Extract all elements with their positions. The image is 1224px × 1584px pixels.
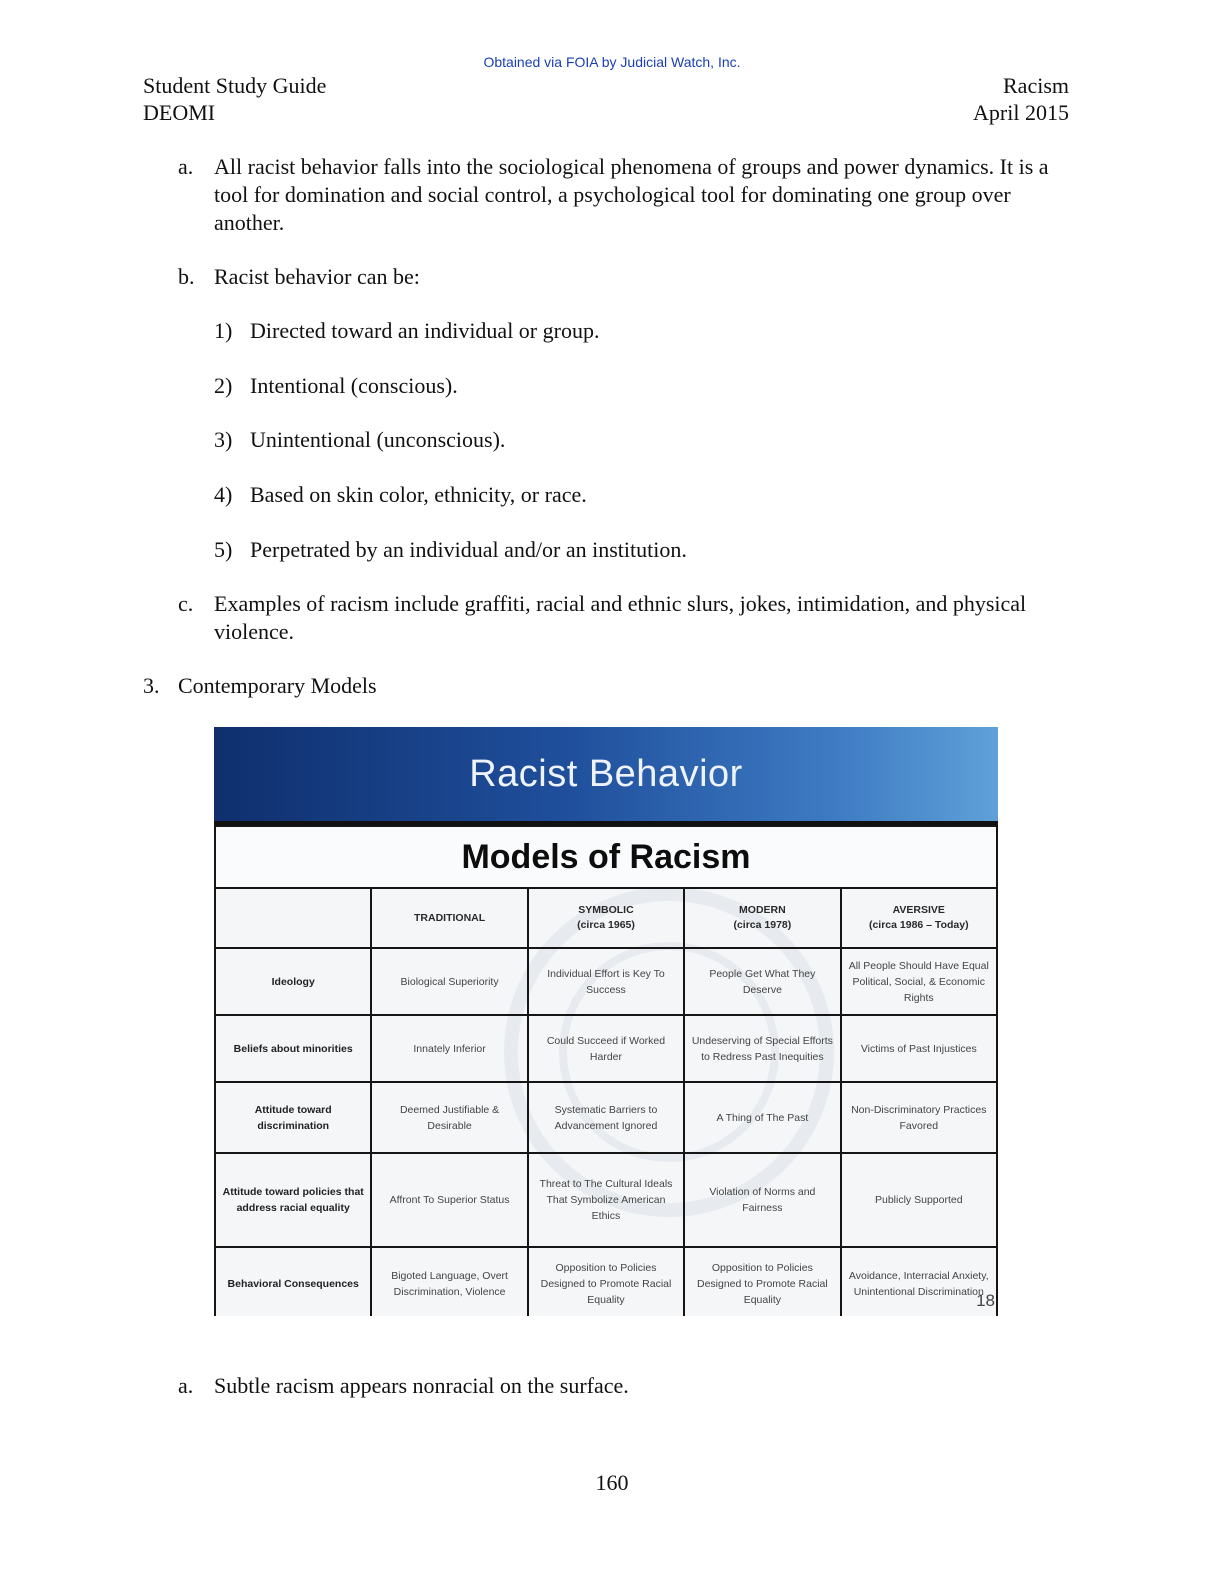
table-row [215,1247,997,1316]
header-topic: Racism [1003,73,1069,98]
table-cell: A Thing of The Past [684,1082,840,1153]
column-header [841,888,997,948]
list-item-text: Perpetrated by an individual and/or an institution. [250,537,687,562]
table-cell: Deemed Justifiable & Desirable [371,1082,527,1153]
list-marker: c. [178,591,194,616]
table-cell: Bigoted Language, Overt Discrimination, Violence [371,1247,527,1316]
slide-number: 18 [976,1291,995,1310]
column-name: SYMBOLIC [578,904,634,916]
table-cell: Opposition to Policies Designed to Promote Racial Equality [528,1247,684,1316]
row-header: Attitude toward discrimination [215,1082,371,1153]
column-date: (circa 1965) [577,919,635,931]
table-cell: Affront To Superior Status [371,1153,527,1247]
table-cell: Opposition to Policies Designed to Promote Racial Equality [684,1247,840,1316]
list-marker: b. [178,264,195,289]
list-marker: a. [178,1373,194,1398]
header-left [143,72,326,126]
table-cell: Systematic Barriers to Advancement Ignored [528,1082,684,1153]
table-cell: Individual Effort is Key To Success [528,948,684,1015]
list-item-text: Unintentional (unconscious). [250,427,506,452]
header-date: April 2015 [973,100,1069,125]
table-row [215,948,997,1015]
list-item-text: Racist behavior can be: [214,264,420,289]
list-marker: a. [178,154,194,179]
list-item-text: Examples of racism include graffiti, racial and ethnic slurs, jokes, intimidation, and physical violence. [214,591,1027,644]
header-right [973,72,1069,126]
row-header: Attitude toward policies that address racial equality [215,1153,371,1247]
table-row [215,1153,997,1247]
row-header: Behavioral Consequences [215,1247,371,1316]
section-marker: 3. [143,673,160,698]
column-date: (circa 1978) [733,919,792,931]
row-header: Ideology [215,948,371,1015]
header-guide-title: Student Study Guide [143,73,327,98]
table-row [215,1015,997,1082]
table-title-row [215,826,997,888]
column-name: MODERN [739,904,786,916]
table-cell: All People Should Have Equal Political, Social, & Economic Rights [841,948,997,1015]
header-organization: DEOMI [143,100,216,125]
table-cell: Undeserving of Special Efforts to Redress Past Inequities [684,1015,840,1082]
list-item-text: Intentional (conscious). [250,373,458,398]
column-name: TRADITIONAL [414,911,486,924]
list-marker: 2) [214,373,233,398]
list-item-text: Directed toward an individual or group. [250,318,600,343]
slide-title: Racist Behavior [469,753,743,795]
column-header [528,888,684,948]
slide-banner [214,727,998,821]
list-item-text: Based on skin color, ethnicity, or race. [250,482,587,507]
page-number: 160 [595,1470,629,1495]
foia-stamp: Obtained via FOIA by Judicial Watch, Inc. [483,54,741,70]
table-cell: Innately Inferior [371,1015,527,1082]
table-cell: Non-Discriminatory Practices Favored [841,1082,997,1153]
models-table [214,825,998,1316]
table-cell: Could Succeed if Worked Harder [528,1015,684,1082]
table-cell: Violation of Norms and Fairness [684,1153,840,1247]
list-item-text: Subtle racism appears nonracial on the surface. [214,1373,629,1398]
column-header [371,888,527,948]
list-marker: 4) [214,482,233,507]
row-header: Beliefs about minorities [215,1015,371,1082]
table-cell: Threat to The Cultural Ideals That Symbolize American Ethics [528,1153,684,1247]
table-cell: People Get What They Deserve [684,948,840,1015]
column-date: (circa 1986 – Today) [868,919,969,931]
section-title: Contemporary Models [178,673,377,698]
table-title: Models of Racism [215,826,997,888]
list-marker: 3) [214,427,233,452]
list-item-text: All racist behavior falls into the sociological phenomena of groups and power dynamics. It is a tool for domination and social control, a psychological tool for dominating one group over another. [214,154,1049,235]
list-marker: 5) [214,537,233,562]
column-header [684,888,840,948]
slide-models-of-racism [214,727,998,1316]
table-cell: Biological Superiority [371,948,527,1015]
table-cell: Publicly Supported [841,1153,997,1247]
table-row [215,1082,997,1153]
column-name: AVERSIVE [892,904,945,916]
corner-cell [215,888,371,948]
list-marker: 1) [214,318,233,343]
table-cell: Avoidance, Interracial Anxiety, Unintentional Discrimination [841,1247,997,1316]
table-header-row [215,888,997,948]
table-cell: Victims of Past Injustices [841,1015,997,1082]
